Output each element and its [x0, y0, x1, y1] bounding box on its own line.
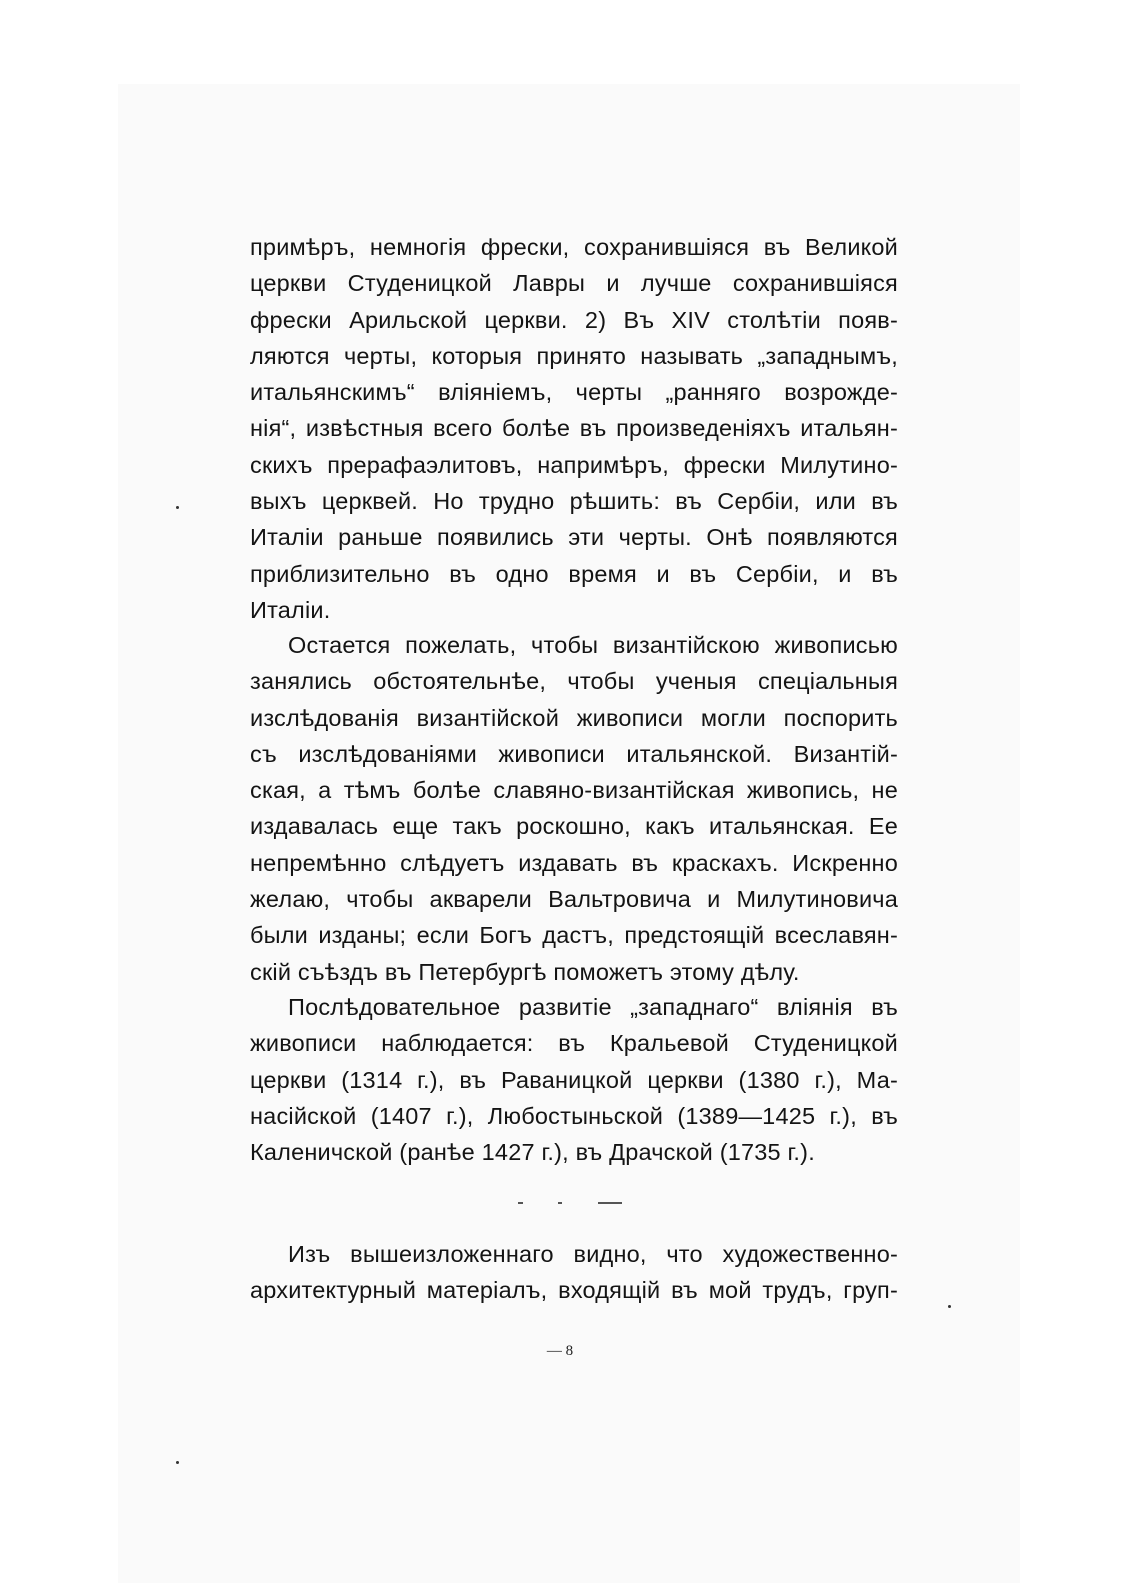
- text-line: фрески Арильской церкви. 2) Въ XIV столѣтіи появ-: [250, 306, 898, 333]
- page-number: — 8: [546, 1343, 574, 1359]
- text-line: съ изслѣдованіями живописи итальянской. Византій-: [250, 740, 898, 767]
- text-line: церкви (1314 г.), въ Раваницкой церкви (1380 г.), Ма-: [250, 1066, 898, 1093]
- text-line: желаю, чтобы акварели Вальтровича и Милутиновича: [250, 886, 898, 913]
- paragraph-3: [250, 989, 898, 1170]
- text-line: ская, а тѣмъ болѣе славяно-византійская живопись, не: [250, 777, 898, 804]
- text-line: церкви Студеницкой Лавры и лучше сохранившіяся: [250, 270, 898, 297]
- text-line: приблизительно въ одно время и въ Сербіи, и въ: [250, 560, 898, 587]
- text-line: скій съѣздъ въ Петербургѣ поможетъ этому дѣлу.: [250, 958, 800, 985]
- text-line: итальянскимъ“ вліяніемъ, черты „ранняго возрожде-: [250, 379, 898, 406]
- text-line: живописи наблюдается: въ Кральевой Студеницкой: [250, 1030, 898, 1057]
- text-line: издавалась еще такъ роскошно, какъ итальянская. Ее: [250, 813, 898, 840]
- scan-speck: [176, 1461, 179, 1464]
- text-line: ляются черты, которыя принято называть „западнымъ,: [250, 342, 898, 369]
- section-separator: [512, 1198, 632, 1208]
- text-line: выхъ церквей. Но трудно рѣшить: въ Сербіи, или въ: [250, 488, 898, 515]
- text-line: непремѣнно слѣдуетъ издавать въ краскахъ. Искренно: [250, 849, 898, 876]
- text-line: Остается пожелать, чтобы византійскою живописью: [288, 632, 898, 658]
- paragraph-1: [250, 229, 898, 628]
- text-line: Италіи раньше появились эти черты. Онѣ появляются: [250, 524, 898, 551]
- text-line: архитектурный матеріалъ, входящій въ мой трудъ, груп-: [250, 1277, 898, 1304]
- text-line: нія“, извѣстныя всего болѣе въ произведеніяхъ итальян-: [250, 415, 898, 442]
- text-line: насійской (1407 г.), Любостыньской (1389—1425 г.), въ: [250, 1102, 898, 1129]
- text-line: скихъ прерафаэлитовъ, напримѣръ, фрески Милутино-: [250, 451, 898, 478]
- text-line: Италіи.: [250, 596, 331, 623]
- text-line: Послѣдовательное развитіе „западнаго“ вліянія въ: [288, 994, 898, 1020]
- text-line: были изданы; если Богъ дастъ, предстоящій всеславян-: [250, 922, 898, 949]
- scan-speck: [948, 1305, 951, 1308]
- text-line: примѣръ, немногія фрески, сохранившіяся въ Великой: [250, 234, 898, 260]
- text-line: изслѣдованія византійской живописи могли поспорить: [250, 704, 898, 731]
- scan-speck: [176, 506, 179, 509]
- text-line: занялись обстоятельнѣе, чтобы ученыя спеціальныя: [250, 668, 898, 695]
- text-line: Изъ вышеизложеннаго видно, что художественно-: [288, 1241, 898, 1267]
- paragraph-2: [250, 627, 898, 990]
- paragraph-4: [250, 1236, 898, 1309]
- text-line: Каленичской (ранѣе 1427 г.), въ Драчской (1735 г.).: [250, 1139, 815, 1166]
